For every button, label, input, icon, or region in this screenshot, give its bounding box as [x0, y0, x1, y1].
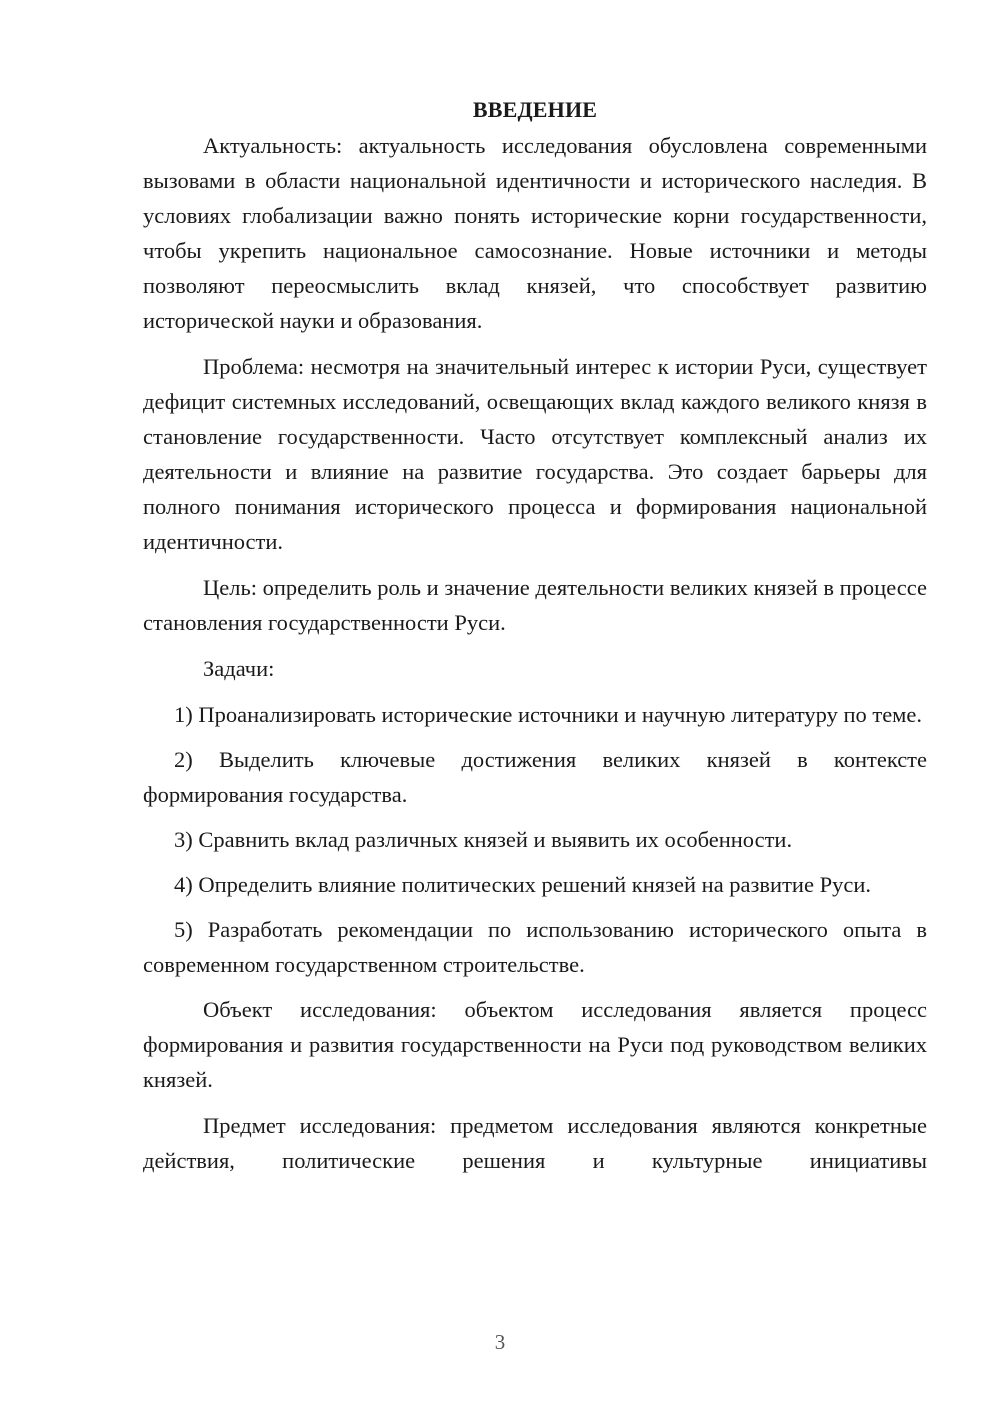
task-item-5: 5) Разработать рекомендации по использованию исторического опыта в современном государственном строительстве. — [143, 917, 927, 977]
object-paragraph: Объект исследования: объектом исследования является процесс формирования и развития государственности на Руси под руководством великих князей. — [143, 997, 927, 1092]
task-item-2: 2) Выделить ключевые достижения великих князей в контексте формирования государства. — [143, 747, 927, 807]
section-title: ВВЕДЕНИЕ — [472, 97, 598, 122]
subject-paragraph: Предмет исследования: предметом исследования являются конкретные действия, политические решения и культурные инициативы — [143, 1113, 927, 1173]
task-item-4: 4) Определить влияние политических решений князей на развитие Руси. — [174, 872, 871, 897]
task-item-3: 3) Сравнить вклад различных князей и выявить их особенности. — [174, 827, 793, 852]
relevance-paragraph: Актуальность: актуальность исследования обусловлена современными вызовами в области национальной идентичности и исторического наследия. В условиях глобализации важно понять исторические корни государственности, чтобы укрепить национальное самосознание. Новые источники и методы позволяют переосмыслить вклад князей, что способствует развитию исторической науки и образования. — [143, 133, 927, 333]
goal-paragraph: Цель: определить роль и значение деятельности великих князей в процессе становления государственности Руси. — [143, 575, 927, 635]
tasks-heading: Задачи: — [203, 656, 275, 681]
task-item-1: 1) Проанализировать исторические источники и научную литературу по теме. — [174, 702, 923, 727]
page-number: 3 — [494, 1330, 506, 1354]
page-content — [143, 92, 927, 1178]
problem-paragraph: Проблема: несмотря на значительный интерес к истории Руси, существует дефицит системных исследований, освещающих вклад каждого великого князя в становление государственности. Часто отсутствует комплексный анализ их деятельности и влияние на развитие государства. Это создает барьеры для полного понимания исторического процесса и формирования национальной идентичности. — [143, 354, 927, 554]
